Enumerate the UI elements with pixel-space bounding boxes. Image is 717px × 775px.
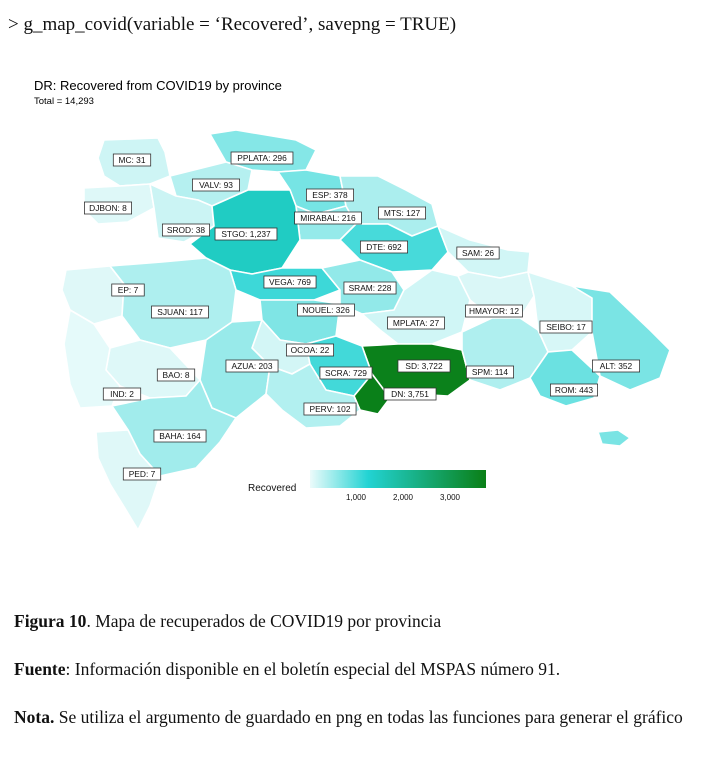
province-label-text: DN: 3,751 xyxy=(391,389,429,399)
province-label-text: PPLATA: 296 xyxy=(237,153,287,163)
source-text: : Información disponible en el boletín especial del MSPAS número 91. xyxy=(65,659,561,679)
legend-tick-1000: 1,000 xyxy=(345,493,367,502)
province-label-text: SEIBO: 17 xyxy=(546,322,586,332)
legend-title: Recovered xyxy=(248,483,297,494)
source-note xyxy=(14,656,704,682)
map-subtitle: Total = 14,293 xyxy=(34,96,94,107)
province-label-text: IND: 2 xyxy=(110,389,134,399)
figure-caption xyxy=(14,608,704,634)
r-code-line: > g_map_covid(variable = ‘Recovered’, savepng = TRUE) xyxy=(8,14,457,35)
province-label-mts xyxy=(378,207,425,219)
province-label-text: MIRABAL: 216 xyxy=(300,213,356,223)
province-label-bao xyxy=(157,369,194,381)
province-label-text: OCOA: 22 xyxy=(290,345,330,355)
province-alt-island xyxy=(598,430,630,446)
province-label-text: BAO: 8 xyxy=(162,370,190,380)
province-label-text: SCRA: 729 xyxy=(325,368,367,378)
province-label-sam xyxy=(457,247,499,259)
province-label-ped xyxy=(123,468,160,480)
province-label-text: SROD: 38 xyxy=(166,225,206,235)
province-label-scra xyxy=(320,367,372,379)
province-label-ocoa xyxy=(286,344,333,356)
province-label-mplata xyxy=(388,317,445,329)
province-label-valv xyxy=(192,179,239,191)
province-label-text: EP: 7 xyxy=(117,285,139,295)
province-label-text: SPM: 114 xyxy=(471,367,509,377)
province-label-alt xyxy=(592,360,639,372)
province-label-spm xyxy=(466,366,513,378)
province-label-mirabal xyxy=(295,212,362,224)
province-label-perv xyxy=(304,403,356,415)
province-label-text: VALV: 93 xyxy=(199,180,233,190)
province-label-seibo xyxy=(540,321,592,333)
province-label-text: AZUA: 203 xyxy=(231,361,273,371)
province-label-esp xyxy=(306,189,353,201)
figure-text: . Mapa de recuperados de COVID19 por provincia xyxy=(86,611,442,631)
province-label-stgo xyxy=(215,228,277,240)
province-label-text: SD: 3,722 xyxy=(405,361,443,371)
province-label-ep xyxy=(112,284,145,296)
province-label-djbon xyxy=(84,202,131,214)
province-label-vega xyxy=(264,276,316,288)
province-label-sd xyxy=(398,360,450,372)
province-label-azua xyxy=(226,360,278,372)
province-label-text: MC: 31 xyxy=(118,155,146,165)
province-label-nouel xyxy=(298,304,355,316)
province-label-text: SRAM: 228 xyxy=(348,283,392,293)
province-label-text: SJUAN: 117 xyxy=(157,307,203,317)
province-label-text: DJBON: 8 xyxy=(89,203,127,213)
province-label-baha xyxy=(154,430,206,442)
province-label-text: DTE: 692 xyxy=(366,242,402,252)
province-label-srod xyxy=(162,224,209,236)
map-title: DR: Recovered from COVID19 by province xyxy=(34,78,282,93)
province-label-pplata xyxy=(231,152,293,164)
province-label-hmayor xyxy=(466,305,523,317)
province-label-text: ALT: 352 xyxy=(599,361,633,371)
province-label-text: STGO: 1,237 xyxy=(221,229,271,239)
province-label-text: MPLATA: 27 xyxy=(392,318,440,328)
province-label-ind xyxy=(103,388,140,400)
province-label-sram xyxy=(344,282,396,294)
province-label-text: ESP: 378 xyxy=(312,190,348,200)
figure-label: Figura 10 xyxy=(14,611,87,631)
province-label-text: HMAYOR: 12 xyxy=(468,306,520,316)
legend-colorbar xyxy=(310,470,486,488)
legend-tick-3000: 3,000 xyxy=(439,493,461,502)
province-label-text: NOUEL: 326 xyxy=(302,305,350,315)
province-label-dte xyxy=(360,241,407,253)
province-label-text: SAM: 26 xyxy=(461,248,495,258)
legend-tick-2000: 2,000 xyxy=(392,493,414,502)
province-label-text: VEGA: 769 xyxy=(269,277,311,287)
province-label-rom xyxy=(550,384,597,396)
province-label-text: ROM: 443 xyxy=(554,385,594,395)
source-label: Fuente xyxy=(14,659,66,679)
province-label-text: PERV: 102 xyxy=(309,404,351,414)
province-label-dn xyxy=(384,388,436,400)
province-label-text: BAHA: 164 xyxy=(159,431,201,441)
province-label-text: MTS: 127 xyxy=(383,208,421,218)
legend xyxy=(248,470,486,502)
note-label: Nota. xyxy=(14,707,55,727)
method-note xyxy=(14,704,704,730)
province-label-sjuan xyxy=(152,306,209,318)
province-label-mc xyxy=(113,154,150,166)
province-label-text: PED: 7 xyxy=(128,469,156,479)
note-text: Se utiliza el argumento de guardado en png en todas las funciones para generar el gráfico xyxy=(54,707,683,727)
